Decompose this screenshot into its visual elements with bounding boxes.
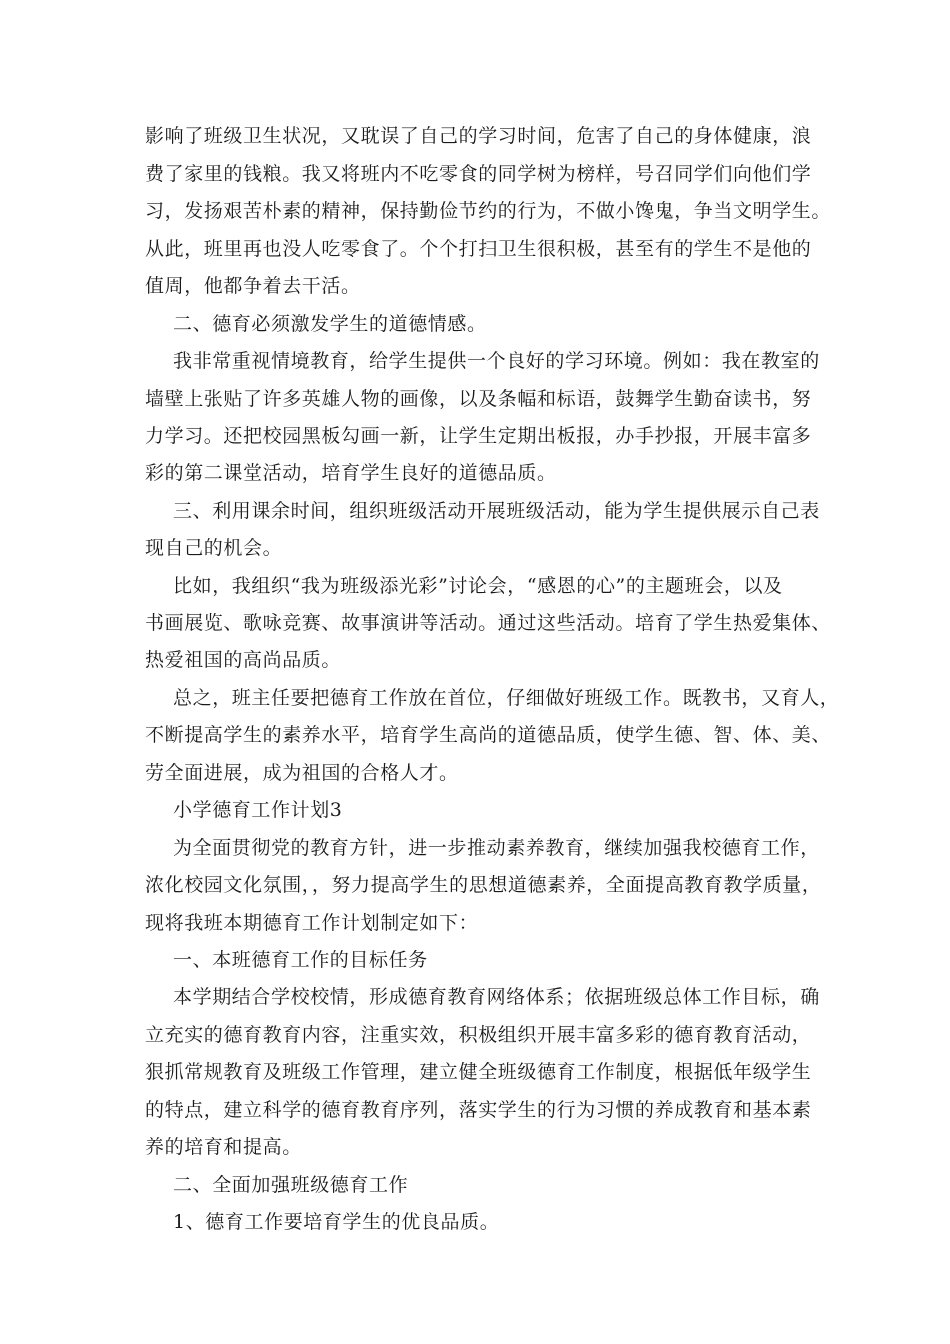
text-line: 狠抓常规教育及班级工作管理，建立健全班级德育工作制度，根据低年级学生 [145, 1061, 812, 1083]
section-heading: 三、利用课余时间，组织班级活动开展班级活动，能为学生提供展示自己表 [173, 500, 820, 522]
section-heading: 二、全面加强班级德育工作 [173, 1174, 409, 1196]
document-subtitle: 小学德育工作计划3 [173, 799, 343, 821]
text-line: 力学习。还把校园黑板勾画一新，让学生定期出板报，办手抄报，开展丰富多 [145, 425, 812, 447]
text-line: 从此，班里再也没人吃零食了。个个打扫卫生很积极，甚至有的学生不是他的 [145, 238, 812, 260]
text-line: 立充实的德育教育内容，注重实效，积极组织开展丰富多彩的德育教育活动， [145, 1024, 812, 1046]
section-heading: 一、本班德育工作的目标任务 [173, 949, 428, 971]
text-line: 本学期结合学校校情，形成德育教育网络体系；依据班级总体工作目标，确 [173, 986, 820, 1008]
section-heading: 二、德育必须激发学生的道德情感。 [173, 313, 487, 335]
text-line: 的特点，建立科学的德育教育序列，落实学生的行为习惯的养成教育和基本素 [145, 1099, 812, 1121]
text-line: 费了家里的钱粮。我又将班内不吃零食的同学树为榜样，号召同学们向他们学 [145, 163, 812, 185]
text-line: 比如，我组织“我为班级添光彩”讨论会，“感恩的心”的主题班会，以及 [173, 575, 783, 597]
text-line: 劳全面进展，成为祖国的合格人才。 [145, 762, 459, 784]
text-line: 习，发扬艰苦朴素的精神，保持勤俭节约的行为，不做小馋鬼，争当文明学生。 [145, 200, 832, 222]
text-line: 影响了班级卫生状况，又耽误了自己的学习时间，危害了自己的身体健康，浪 [145, 125, 812, 147]
text-line: 书画展览、歌咏竞赛、故事演讲等活动。通过这些活动。培育了学生热爱集体、 [145, 612, 832, 634]
text-line: 彩的第二课堂活动，培育学生良好的道德品质。 [145, 462, 557, 484]
text-line: 不断提高学生的素养水平，培育学生高尚的道德品质，使学生德、智、体、美、 [145, 724, 832, 746]
text-line: 现将我班本期德育工作计划制定如下： [145, 912, 479, 934]
text-line: 值周，他都争着去干活。 [145, 275, 361, 297]
text-line: 现自己的机会。 [145, 537, 283, 559]
text-line: 1、德育工作要培育学生的优良品质。 [173, 1211, 500, 1233]
text-line: 养的培育和提高。 [145, 1136, 302, 1158]
text-line: 总之，班主任要把德育工作放在首位，仔细做好班级工作。既教书，又育人， [173, 687, 840, 709]
text-line: 我非常重视情境教育，给学生提供一个良好的学习环境。例如：我在教室的 [173, 350, 820, 372]
text-line: 浓化校园文化氛围，，努力提高学生的思想道德素养，全面提高教育教学质量， [145, 874, 822, 896]
text-line: 墙壁上张贴了许多英雄人物的画像，以及条幅和标语，鼓舞学生勤奋读书，努 [145, 388, 812, 410]
text-line: 热爱祖国的高尚品质。 [145, 649, 342, 671]
text-line: 为全面贯彻党的教育方针，进一步推动素养教育，继续加强我校德育工作， [173, 837, 820, 859]
